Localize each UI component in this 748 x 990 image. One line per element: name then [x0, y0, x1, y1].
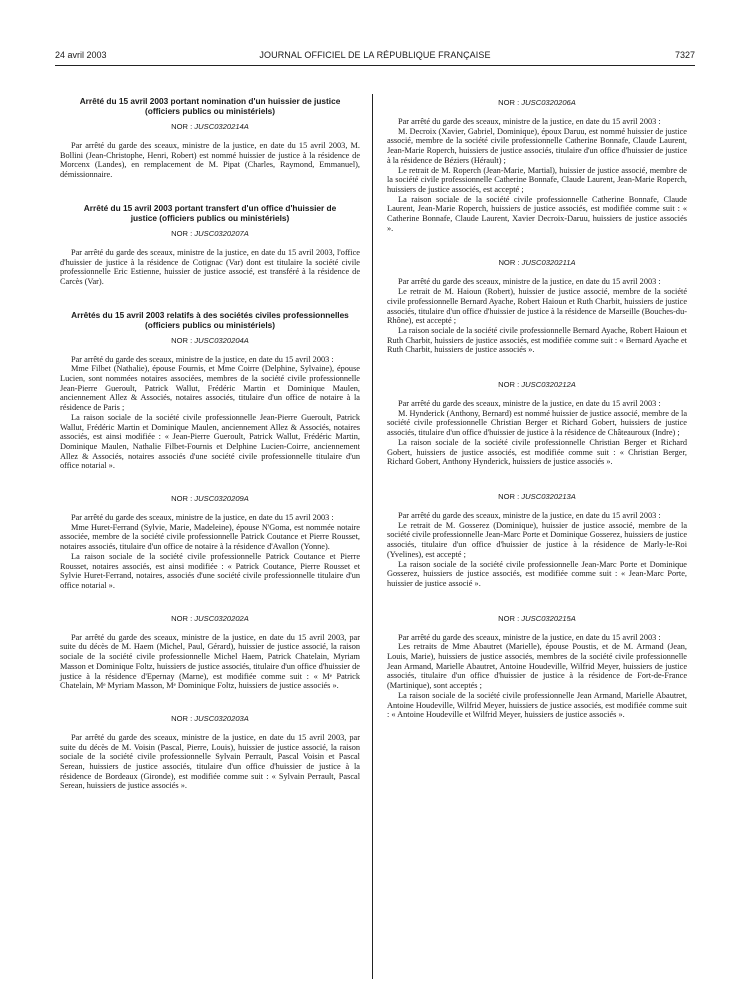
decree-paragraph: Par arrêté du garde des sceaux, ministre de la justice, en date du 15 avril 2003 :: [398, 277, 661, 287]
nor-reference: [387, 258, 687, 267]
decree-paragraph: Mme Filbet (Nathalie), épouse Fournis, et Mme Coirre (Delphine, Sylvaine), épouse Lucien, sont nommées notaires associées, membres de la société civile professionnelle Jean-Pierre Gueroult, Patrick Wallut, Frédéric Martin et Dominique Maulen, anciennement Allez & Associés, notaires associés, titulaire d'un office de notaire à la résidence de Paris ;: [60, 364, 360, 413]
decree-paragraph: Par arrêté du garde des sceaux, ministre de la justice, en date du 15 avril 2003, par suite du décès de M. Haem (Michel, Paul, Gérard), huissier de justice associé, la raison sociale de la société civile professionnelle Michel Haem, Patrick Chatelain, Myriam Masson et Dominique Foltz, huissiers de justice associés, titulaire d'un office d'huissier de justice à la résidence d'Epernay (Marne), est modifiée comme suit : « Mᵉ Patrick Chatelain, Mᵉ Myriam Masson, Mᵉ Dominique Foltz, huissiers de justice associés ».: [60, 632, 360, 691]
nor-label: NOR :: [171, 613, 195, 623]
decree-paragraph: Par arrêté du garde des sceaux, ministre de la justice, en date du 15 avril 2003 :: [398, 510, 661, 520]
nor-reference: [60, 614, 360, 623]
nor-code: JUSC0320206A: [521, 98, 576, 107]
left-column: [60, 96, 360, 814]
nor-reference: [60, 494, 360, 503]
nor-reference: [387, 614, 687, 623]
nor-code: JUSC0320215A: [521, 613, 576, 623]
nor-code: JUSC0320213A: [521, 491, 576, 501]
decree-paragraph: Par arrêté du garde des sceaux, ministre de la justice, en date du 15 avril 2003, M. Bollini (Jean-Christophe, Henri, Robert) est nommé huissier de justice à la résidence de Morcenx (Landes), en remplacement de M. Pipat (Charles, Raymond, Emmanuel), démissionnaire.: [60, 141, 360, 180]
decree-section: [60, 96, 360, 180]
nor-code: JUSC0320203A: [194, 713, 249, 723]
decree-title: Arrêté du 15 avril 2003 portant nomination d'un huissier de justice (officiers publics ou ministériels): [79, 96, 341, 116]
column-divider: [372, 94, 373, 979]
decree-section: [60, 714, 360, 791]
decree-paragraph: Par arrêté du garde des sceaux, ministre de la justice, en date du 15 avril 2003 :: [71, 354, 334, 364]
decree-section: [60, 203, 360, 287]
decree-section: [387, 380, 687, 467]
nor-code: JUSC0320202A: [194, 613, 249, 623]
decree-paragraph: La raison sociale de la société civile professionnelle Jean-Marc Porte et Dominique Gosserez, huissiers de justice associés, est modifiée comme suit : « Jean-Marc Porte, huissier de justice associé ».: [387, 559, 687, 588]
decree-section: [60, 310, 360, 471]
nor-reference: [387, 380, 687, 389]
decree-paragraph: La raison sociale de la société civile professionnelle Patrick Coutance et Pierre Rousset, notaires associés, est ainsi modifiée : « Patrick Coutance, Pierre Rousset et Sylvie Huret-Ferrand, notaires, associés d'une société civile professionnelle titulaire d'un office notarial ».: [60, 551, 360, 590]
decree-paragraph: Mme Huret-Ferrand (Sylvie, Marie, Madeleine), épouse N'Goma, est nommée notaire associée, membre de la société civile professionnelle Patrick Coutance et Pierre Rousset, notaires associés, titulaire d'un office de notaire à la résidence d'Avallon (Yonne).: [60, 522, 360, 552]
page-header: [55, 50, 695, 66]
decree-paragraph: La raison sociale de la société civile professionnelle Bernard Ayache, Robert Haioun et Ruth Charbit, huissiers de justice associés, est modifiée comme suit : « Bernard Ayache et Ruth Charbit, huissiers de justice associés ».: [387, 325, 687, 355]
decree-paragraph: Par arrêté du garde des sceaux, ministre de la justice, en date du 15 avril 2003 :: [398, 117, 661, 126]
decree-paragraph: Le retrait de M. Roperch (Jean-Marie, Martial), huissier de justice associé, membre de la société civile professionnelle Catherine Bonnafe, Claude Laurent, Jean-Marie Roperch, huissiers de justice associés, est accepté ;: [387, 165, 687, 194]
journal-title: JOURNAL OFFICIEL DE LA RÉPUBLIQUE FRANÇAISE: [259, 50, 491, 60]
decree-paragraph: La raison sociale de la société civile professionnelle Jean Armand, Marielle Abautret, Antoine Houdeville, Wilfrid Meyer, huissiers de justice associés, est modifiée comme suit : « Antoine Houdeville et Wilfrid Meyer, huissiers de justice associés ».: [387, 690, 687, 720]
issue-date: 24 avril 2003: [55, 50, 107, 60]
decree-title: Arrêté du 15 avril 2003 portant transfert d'un office d'huissier de justice (officiers publics ou ministériels): [83, 202, 337, 223]
right-column: [387, 96, 687, 745]
nor-label: NOR :: [171, 122, 195, 131]
nor-code: JUSC0320211A: [521, 258, 576, 268]
nor-reference: [60, 714, 360, 723]
nor-label: NOR :: [171, 494, 195, 504]
decree-paragraph: M. Hynderick (Anthony, Bernard) est nommé huissier de justice associé, membre de la société civile professionnelle Christian Berger et Richard Gobert, huissiers de justice associés, titulaire d'un office d'huissier de justice à la résidence de Châteauroux (Indre) ;: [387, 408, 687, 438]
nor-reference: [60, 229, 360, 238]
nor-reference: [387, 492, 687, 501]
nor-label: NOR :: [498, 258, 522, 268]
decree-paragraph: Par arrêté du garde des sceaux, ministre de la justice, en date du 15 avril 2003 :: [71, 513, 334, 523]
decree-section: [60, 614, 360, 691]
decree-section: [387, 258, 687, 355]
nor-label: NOR :: [498, 613, 522, 623]
nor-reference: [387, 98, 687, 107]
decree-paragraph: Par arrêté du garde des sceaux, ministre de la justice, en date du 15 avril 2003, l'office d'huissier de justice à la résidence de Cotignac (Var) dont est titulaire la société civile professionnelle Eric Estienne, huissier de justice associé, est transféré à la résidence de Carcès (Var).: [60, 247, 360, 286]
decree-paragraph: Par arrêté du garde des sceaux, ministre de la justice, en date du 15 avril 2003, par suite du décès de M. Voisin (Pascal, Pierre, Louis), huissier de justice associé, la raison sociale de la société civile professionnelle Sylvain Perrault, Pascal Voisin et Pascal Serean, huissiers de justice associés, titulaire d'un office d'huissier de justice à la résidence de Bordeaux (Gironde), est modifiée comme suit : « Sylvain Perrault, Pascal Serean, huissiers de justice associés ».: [60, 732, 360, 791]
decree-paragraph: Le retrait de M. Gosserez (Dominique), huissier de justice associé, membre de la société civile professionnelle Jean-Marc Porte et Dominique Gosserez, huissiers de justice associés, titulaire d'un office d'huissier de justice à la résidence de Marly-le-Roi (Yvelines), est accepté ;: [387, 520, 687, 559]
nor-label: NOR :: [498, 380, 522, 390]
nor-label: NOR :: [171, 335, 195, 345]
decree-section: [387, 98, 687, 233]
nor-code: JUSC0320207A: [194, 228, 249, 238]
decree-section: [60, 494, 360, 591]
decree-paragraph: Par arrêté du garde des sceaux, ministre de la justice, en date du 15 avril 2003 :: [398, 399, 661, 409]
decree-paragraph: La raison sociale de la société civile professionnelle Catherine Bonnafe, Claude Laurent, Jean-Marie Roperch, huissiers de justice associés, est modifiée comme suit : « Catherine Bonnafe, Claude Laurent, Xavier Decroix-Daruu, huissiers de justice associés ».: [387, 194, 687, 233]
decree-section: [387, 492, 687, 589]
decree-paragraph: Le retrait de M. Haioun (Robert), huissier de justice associé, membre de la société civile professionnelle Bernard Ayache, Robert Haioun et Ruth Charbit, huissiers de justice associés, titulaire d'un office d'huissier de justice à la résidence de Marseille (Bouches-du-Rhône), est accepté ;: [387, 287, 687, 326]
nor-code: JUSC0320212A: [521, 380, 576, 390]
nor-reference: [60, 122, 360, 131]
decree-paragraph: Les retraits de Mme Abautret (Marielle), épouse Poustis, et de M. Armand (Jean, Louis, Marie), huissiers de justice associés, membres de la société civile professionnelle Jean Armand, Marielle Abautret, Antoine Houdeville, Wilfrid Meyer, huissiers de justice associés, titulaire d'un office d'huissier de justice à la résidence de Fort-de-France (Martinique), sont acceptés ;: [387, 642, 687, 691]
nor-label: NOR :: [498, 491, 522, 501]
decree-section: [387, 614, 687, 720]
nor-code: JUSC0320209A: [194, 494, 249, 504]
page-number: 7327: [674, 50, 695, 60]
decree-paragraph: La raison sociale de la société civile professionnelle Jean-Pierre Gueroult, Patrick Wallut, Frédéric Martin et Dominique Maulen, anciennement Allez & Associés, notaires associés, est ainsi modifiée : « Jean-Pierre Gueroult, Patrick Wallut, Frédéric Martin, Dominique Maulen, Nathalie Filbet-Fournis et Delphine Lucien-Coirre, anciennement Allez & Associés, notaires associés d'une société civile professionnelle titulaire d'un office notarial ».: [60, 412, 360, 471]
nor-label: NOR :: [171, 228, 195, 238]
decree-paragraph: M. Decroix (Xavier, Gabriel, Dominique), époux Daruu, est nommé huissier de justice associé, membre de la société civile professionnelle Catherine Bonnafe, Claude Laurent, Jean-Marie Roperch, huissiers de justice associés, titulaire d'un office d'huissier de justice à la résidence de Béziers (Hérault) ;: [387, 126, 687, 165]
decree-paragraph: Par arrêté du garde des sceaux, ministre de la justice, en date du 15 avril 2003 :: [398, 632, 661, 642]
nor-code: JUSC0320214A: [194, 122, 249, 131]
nor-label: NOR :: [171, 713, 195, 723]
nor-reference: [60, 336, 360, 345]
nor-label: NOR :: [498, 98, 522, 107]
nor-code: JUSC0320204A: [194, 335, 249, 345]
decree-title: Arrêtés du 15 avril 2003 relatifs à des sociétés civiles professionnelles (officiers publics ou ministériels): [71, 309, 349, 330]
decree-paragraph: La raison sociale de la société civile professionnelle Christian Berger et Richard Gobert, huissiers de justice associés, est modifiée comme suit : « Christian Berger, Richard Gobert, Anthony Hynderick, huissiers de justice associés ».: [387, 437, 687, 467]
header-rule: [55, 65, 695, 66]
